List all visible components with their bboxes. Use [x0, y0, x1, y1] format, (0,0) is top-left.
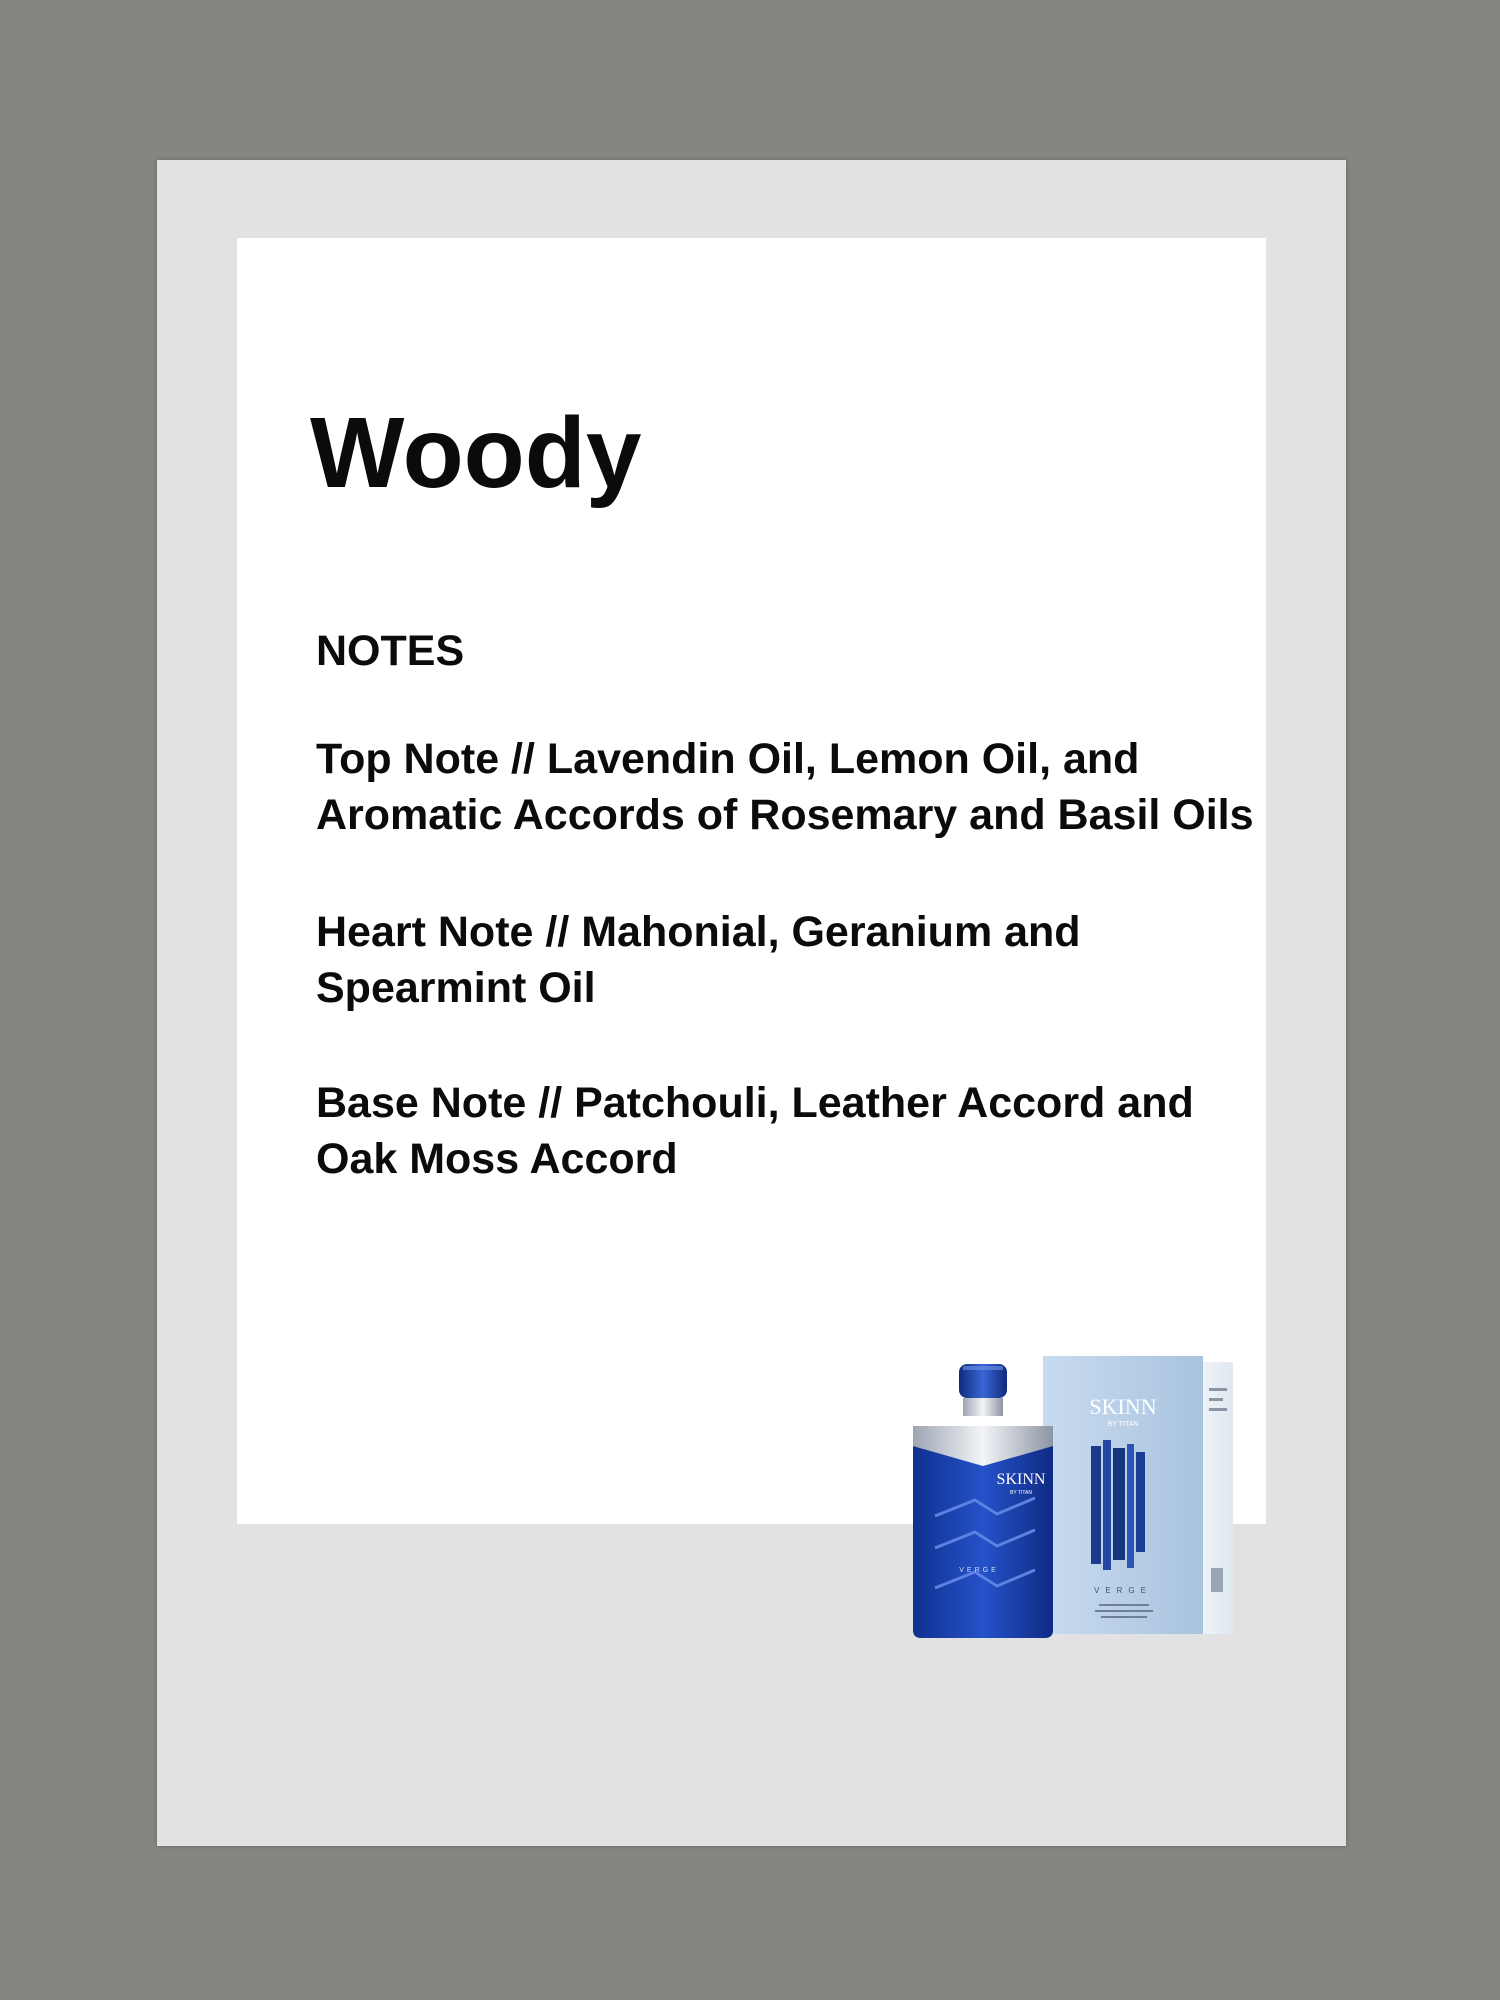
box-brand-sub-label: BY TITAN	[1107, 1421, 1139, 1428]
bottle-product-name: VERGE	[959, 1567, 999, 1574]
perfume-box	[1043, 1356, 1233, 1634]
heart-note: Heart Note // Mahonial, Geranium and Spearmint Oil	[316, 908, 1081, 1012]
perfume-bottle	[913, 1364, 1053, 1638]
box-brand-label: SKINN	[1089, 1394, 1157, 1419]
perfume-illustration	[905, 1348, 1235, 1640]
top-note: Top Note // Lavendin Oil, Lemon Oil, and Aromatic Accords of Rosemary and Basil Oils	[316, 735, 1254, 839]
fragrance-family-title: Woody	[310, 397, 642, 509]
bottle-brand-label: SKINN	[996, 1471, 1046, 1488]
base-note: Base Note // Patchouli, Leather Accord and Oak Moss Accord	[316, 1079, 1194, 1183]
box-product-name: VERGE	[1093, 1586, 1153, 1595]
product-image	[905, 1348, 1235, 1640]
notes-heading: NOTES	[316, 627, 465, 675]
bottle-brand-sub-label: BY TITAN	[1010, 1490, 1032, 1496]
